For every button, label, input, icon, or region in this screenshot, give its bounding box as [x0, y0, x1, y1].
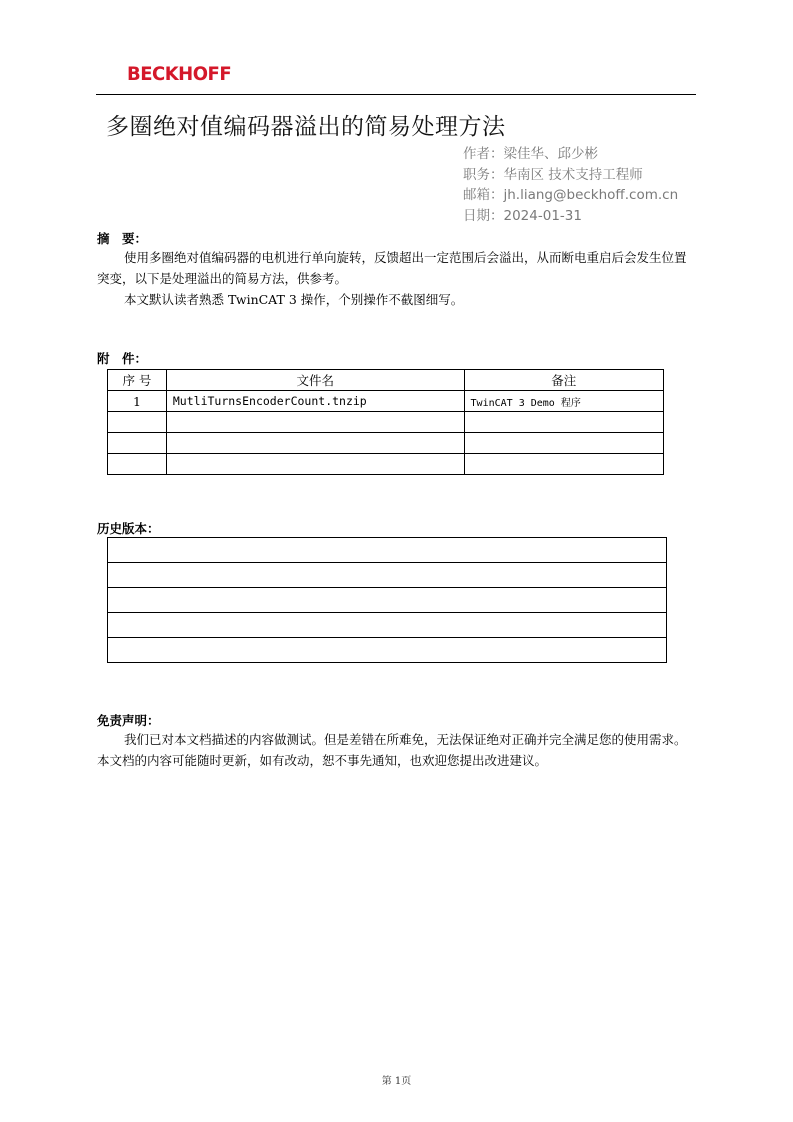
position-value: 华南区 技术支持工程师: [503, 166, 643, 183]
column-header-index: 序 号: [108, 370, 167, 391]
date-value: 2024-01-31: [503, 207, 582, 224]
table-row: [108, 454, 664, 475]
cell-filename: [166, 433, 464, 454]
history-cell: [108, 588, 667, 613]
email-row: [463, 185, 678, 206]
position-row: [463, 165, 678, 186]
document-title: 多圈绝对值编码器溢出的简易处理方法: [106, 114, 506, 140]
table-row: [108, 613, 667, 638]
history-table: [107, 537, 667, 663]
disclaimer-text: 我们已对本文档描述的内容做测试。但是差错在所难免，无法保证绝对正确并完全满足您的使用需求。本文档的内容可能随时更新，如有改动，恕不事先通知，也欢迎您提出改进建议。: [97, 732, 687, 768]
cell-index: 1: [108, 391, 167, 412]
email-value: jh.liang@beckhoff.com.cn: [503, 187, 679, 203]
history-cell: [108, 638, 667, 663]
position-label: 职务：: [463, 166, 504, 183]
author-label: 作者：: [463, 146, 504, 162]
header-divider: [96, 94, 696, 95]
author-value: 梁佳华、邱少彬: [503, 146, 598, 162]
cell-filename: MutliTurnsEncoderCount.tnzip: [166, 391, 464, 412]
cell-notes: [464, 433, 663, 454]
document-meta: [463, 144, 678, 226]
table-row: [108, 638, 667, 663]
date-label: 日期：: [463, 207, 504, 224]
table-row: [108, 391, 664, 412]
table-row: [108, 563, 667, 588]
cell-index: [108, 412, 167, 433]
table-header-row: [108, 370, 664, 391]
history-cell: [108, 563, 667, 588]
history-cell: [108, 613, 667, 638]
history-heading: 历史版本：: [97, 521, 160, 536]
cell-index: [108, 454, 167, 475]
disclaimer-body: [97, 729, 689, 771]
abstract-body: [97, 247, 687, 310]
table-row: [108, 412, 664, 433]
history-cell: [108, 538, 667, 563]
date-row: [463, 206, 678, 227]
abstract-heading: 摘 要：: [97, 231, 148, 246]
cell-notes: TwinCAT 3 Demo 程序: [464, 391, 663, 412]
cell-notes: [464, 412, 663, 433]
author-row: [463, 144, 678, 165]
beckhoff-logo: BECKHOFF: [127, 63, 232, 86]
attachments-table: [107, 369, 664, 475]
page-number: 第 1页: [381, 1076, 412, 1087]
disclaimer-heading: 免责声明：: [97, 713, 160, 728]
cell-index: [108, 433, 167, 454]
abstract-paragraph: 本文默认读者熟悉 TwinCAT 3 操作，个别操作不截图细写。: [124, 292, 464, 307]
table-row: [108, 588, 667, 613]
cell-filename: [166, 412, 464, 433]
email-label: 邮箱：: [463, 187, 504, 203]
column-header-filename: 文件名: [166, 370, 464, 391]
table-row: [108, 538, 667, 563]
abstract-paragraph: 使用多圈绝对值编码器的电机进行单向旋转，反馈超出一定范围后会溢出，从而断电重启后会发生位置突变，以下是处理溢出的简易方法，供参考。: [97, 250, 687, 286]
table-row: [108, 433, 664, 454]
cell-filename: [166, 454, 464, 475]
column-header-notes: 备注: [464, 370, 663, 391]
cell-notes: [464, 454, 663, 475]
attachments-heading: 附 件：: [97, 351, 148, 366]
